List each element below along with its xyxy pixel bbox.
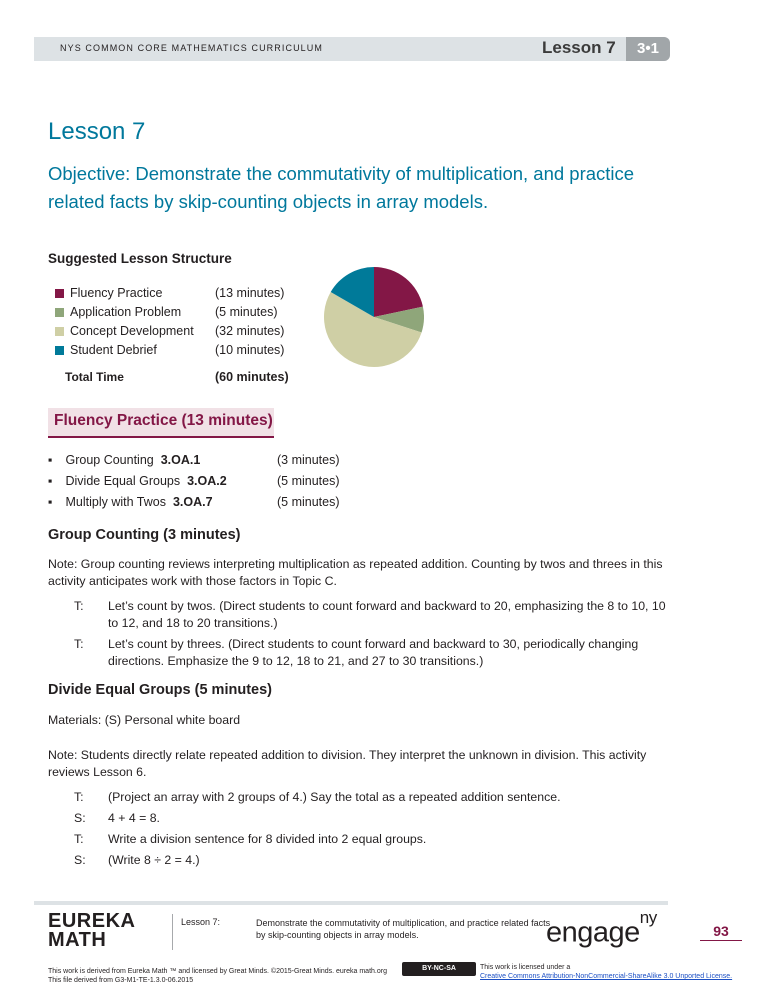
logo-line: MATH [48,929,107,951]
dialogue-text: (Write 8 ÷ 2 = 4.) [108,853,200,867]
logo-sup: ny [639,908,657,927]
speaker-label: T: [74,832,84,846]
structure-item-label: Concept Development [70,324,194,338]
activity-standard: 3.OA.7 [172,495,213,509]
footer-description: Demonstrate the commutativity of multiplication, and practice related facts by skip-counting objects in array models. [256,918,551,940]
logo-text: engage [546,916,640,949]
group-counting-title: Group Counting (3 minutes) [48,527,241,543]
speaker-label: T: [74,599,84,613]
structure-item [55,340,157,360]
speaker-label: T: [74,637,84,651]
structure-item-label: Application Problem [70,305,182,319]
group-counting-note: Note: Group counting reviews interpreting multiplication as repeated addition. Counting by twos and threes in this activity anticipates work with those factors in Topic C. [48,557,663,588]
divide-groups-title: Divide Equal Groups (5 minutes) [48,682,272,698]
activity-minutes: (5 minutes) [277,495,340,509]
footer-credit [48,967,387,985]
total-time-label: Total Time [65,370,124,384]
activity-item [48,474,227,488]
activity-minutes: (3 minutes) [277,453,340,467]
divide-groups-note: Note: Students directly relate repeated addition to division. They interpret the unknown in division. This activity reviews Lesson 6. [48,748,647,779]
page-number: 93 [713,923,729,939]
footer-rule [34,901,668,905]
speaker-label: T: [74,790,84,804]
fluency-rule [48,436,274,438]
speaker-label: S: [74,853,86,867]
credit-line: This file derived from G3-M1-TE-1.3.0-06.2015 [48,977,194,984]
square-bullet-icon: ▪ [48,495,53,509]
activity-item [48,453,200,467]
objective: Objective: Demonstrate the commutativity of multiplication, and practice related facts by skip-counting objects in array models. [48,163,635,212]
cc-license-badge: BY-NC-SA [402,962,476,976]
structure-item [55,321,194,341]
license-link[interactable]: Creative Commons Attribution-NonCommercial-ShareAlike 3.0 Unported License. [480,973,733,980]
grade-module-badge: 3•1 [626,37,670,61]
footer-lesson: Lesson 7: [181,917,221,927]
header-lesson: Lesson 7 [542,38,616,57]
activity-minutes: (5 minutes) [277,474,340,488]
fluency-title: Fluency Practice (13 minutes) [54,412,273,429]
activity-standard: 3.OA.1 [160,453,201,467]
license-text [480,963,732,981]
swatch-icon [55,289,64,298]
dialogue-text: 4 + 4 = 8. [108,811,160,825]
dialogue-text: (Project an array with 2 groups of 4.) Say the total as a repeated addition sentence. [108,790,561,804]
structure-item [55,302,181,322]
total-time-value: (60 minutes) [215,370,289,384]
footer-divider [172,914,173,950]
lesson-title: Lesson 7 [48,118,146,145]
activity-standard: 3.OA.2 [187,474,227,488]
eureka-math-logo [48,912,135,950]
structure-item-minutes: (10 minutes) [215,343,285,357]
logo-line: EUREKA [48,910,136,932]
square-bullet-icon: ▪ [48,474,53,488]
activity-name: Divide Equal Groups [65,474,181,488]
speaker-label: S: [74,811,86,825]
structure-item [55,283,162,303]
swatch-icon [55,346,64,355]
license-line: This work is licensed under a [480,964,571,971]
swatch-icon [55,327,64,336]
structure-item-minutes: (5 minutes) [215,305,278,319]
structure-item-label: Fluency Practice [70,286,163,300]
dialogue-text: Let’s count by threes. (Direct students to count forward and backward to 30, periodically changing directions. Emphasize the 9 to 12, 18 to 21, and 27 to 30 transitions.) [108,637,639,668]
structure-item-minutes: (32 minutes) [215,324,285,338]
structure-item-label: Student Debrief [70,343,157,357]
activity-name: Multiply with Twos [65,495,166,509]
square-bullet-icon: ▪ [48,453,53,467]
structure-item-minutes: (13 minutes) [215,286,285,300]
activity-item [48,495,213,509]
dialogue-text: Write a division sentence for 8 divided into 2 equal groups. [108,832,427,846]
materials: Materials: (S) Personal white board [48,713,241,727]
activity-name: Group Counting [65,453,154,467]
dialogue-text: Let’s count by twos. (Direct students to count forward and backward to 20, emphasizing the 8 to 10, 10 to 12, and 18 to 20 transitions.) [108,599,666,630]
engageny-logo [546,908,657,950]
swatch-icon [55,308,64,317]
lesson-structure-pie [324,267,424,367]
page-number-rule [700,940,742,941]
structure-title: Suggested Lesson Structure [48,251,232,266]
credit-line: This work is derived from Eureka Math ™ and licensed by Great Minds. ©2015-Great Minds. eureka math.org [48,968,387,975]
curriculum-title: NYS COMMON CORE MATHEMATICS CURRICULUM [60,43,323,53]
